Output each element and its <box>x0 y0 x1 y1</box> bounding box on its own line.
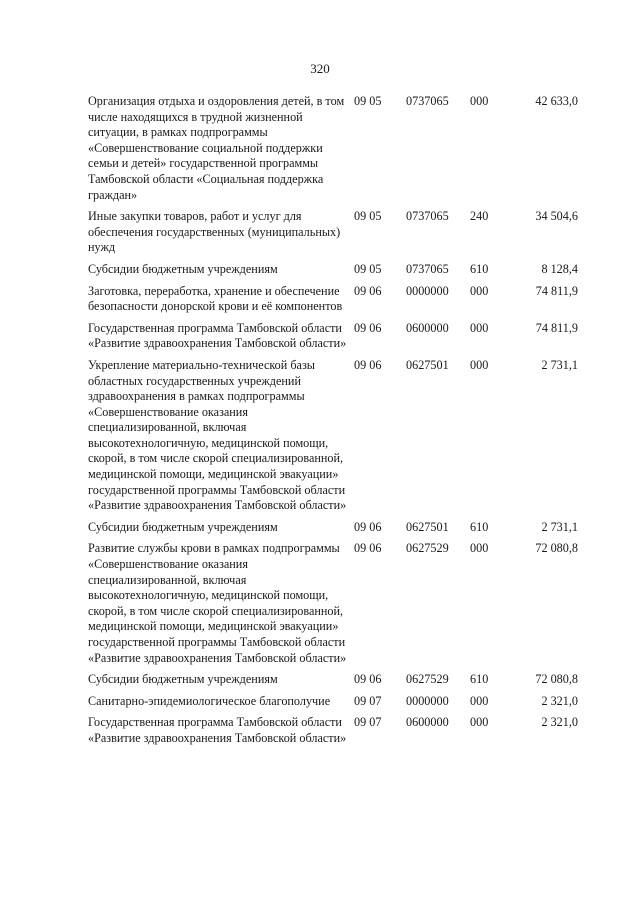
row-section: 09 06 <box>354 672 382 687</box>
row-csr: 0627529 <box>406 672 449 687</box>
row-amount: 2 731,1 <box>541 357 578 372</box>
row-csr: 0000000 <box>406 283 449 298</box>
row-csr: 0627529 <box>406 541 449 556</box>
row-name: Субсидии бюджетным учреждениям <box>88 672 278 687</box>
table-row <box>88 262 578 278</box>
table-row <box>88 520 578 536</box>
row-vr: 000 <box>470 357 489 372</box>
row-vr: 610 <box>470 261 489 276</box>
row-amount: 2 321,0 <box>541 715 578 730</box>
row-csr: 0600000 <box>406 320 449 335</box>
row-name: Развитие службы крови в рамках подпрограммы «Совершенствование оказания специализированной, включая высокотехнологичную, медицинской помощи, скорой, в том числе скорой специализированной, медицинской помощи, медицинской эвакуации» государственной программы Тамбовской области «Развитие здравоохранения Тамбовской области» <box>88 541 347 665</box>
table-row <box>88 358 578 514</box>
table-row <box>88 209 578 256</box>
row-section: 09 07 <box>354 715 382 730</box>
table-row <box>88 321 578 352</box>
row-csr: 0737065 <box>406 94 449 108</box>
row-name: Иные закупки товаров, работ и услуг для обеспечения государственных (муниципальных) нужд <box>88 209 341 255</box>
row-amount: 2 731,1 <box>541 519 578 534</box>
row-section: 09 06 <box>354 519 382 534</box>
table-row <box>88 284 578 315</box>
row-csr: 0627501 <box>406 519 449 534</box>
row-section: 09 05 <box>354 94 382 108</box>
budget-table <box>88 94 578 753</box>
row-vr: 000 <box>470 320 489 335</box>
table-row <box>88 694 578 710</box>
row-name: Субсидии бюджетным учреждениям <box>88 261 278 276</box>
row-section: 09 06 <box>354 283 382 298</box>
table-row <box>88 672 578 688</box>
row-amount: 74 811,9 <box>535 283 578 298</box>
row-vr: 000 <box>470 693 489 708</box>
row-name: Субсидии бюджетным учреждениям <box>88 519 278 534</box>
row-amount: 2 321,0 <box>541 693 578 708</box>
row-section: 09 05 <box>354 261 382 276</box>
row-vr: 000 <box>470 715 489 730</box>
row-amount: 72 080,8 <box>535 672 578 687</box>
row-vr: 610 <box>470 672 489 687</box>
row-amount: 8 128,4 <box>541 261 578 276</box>
row-amount: 42 633,0 <box>535 94 578 108</box>
row-vr: 000 <box>470 94 489 108</box>
row-vr: 240 <box>470 209 489 224</box>
row-section: 09 06 <box>354 541 382 556</box>
table-row <box>88 715 578 746</box>
row-amount: 72 080,8 <box>535 541 578 556</box>
row-vr: 000 <box>470 541 489 556</box>
row-name: Заготовка, переработка, хранение и обеспечение безопасности донорской крови и её компонентов <box>88 283 343 314</box>
row-amount: 34 504,6 <box>535 209 578 224</box>
row-amount: 74 811,9 <box>535 320 578 335</box>
row-csr: 0600000 <box>406 715 449 730</box>
row-section: 09 06 <box>354 320 382 335</box>
row-csr: 0737065 <box>406 261 449 276</box>
row-name: Укрепление материально-технической базы областных государственных учреждений здравоохранения в рамках подпрограммы «Совершенствование оказания специализированной, включая высокотехнологичную, медицинской помощи, скорой, в том числе скорой специализированной, медицинской помощи, медицинской эвакуации» государственной программы Тамбовской области «Развитие здравоохранения Тамбовской области» <box>88 357 347 513</box>
row-vr: 610 <box>470 519 489 534</box>
page-number: 320 <box>310 61 330 76</box>
row-name: Государственная программа Тамбовской области «Развитие здравоохранения Тамбовской области» <box>88 320 347 351</box>
row-name: Санитарно-эпидемиологическое благополучие <box>88 693 331 708</box>
table-row <box>88 94 578 203</box>
row-csr: 0737065 <box>406 209 449 224</box>
row-csr: 0000000 <box>406 693 449 708</box>
row-name: Государственная программа Тамбовской области «Развитие здравоохранения Тамбовской области» <box>88 715 347 745</box>
table-row <box>88 541 578 666</box>
row-section: 09 05 <box>354 209 382 224</box>
row-vr: 000 <box>470 283 489 298</box>
row-section: 09 06 <box>354 357 382 372</box>
row-name: Организация отдыха и оздоровления детей, в том числе находящихся в трудной жизненной ситуации, в рамках подпрограммы «Совершенствование социальной поддержки семьи и детей» государственной программы Тамбовской области «Социальная поддержка граждан» <box>88 94 345 202</box>
row-csr: 0627501 <box>406 357 449 372</box>
row-section: 09 07 <box>354 693 382 708</box>
